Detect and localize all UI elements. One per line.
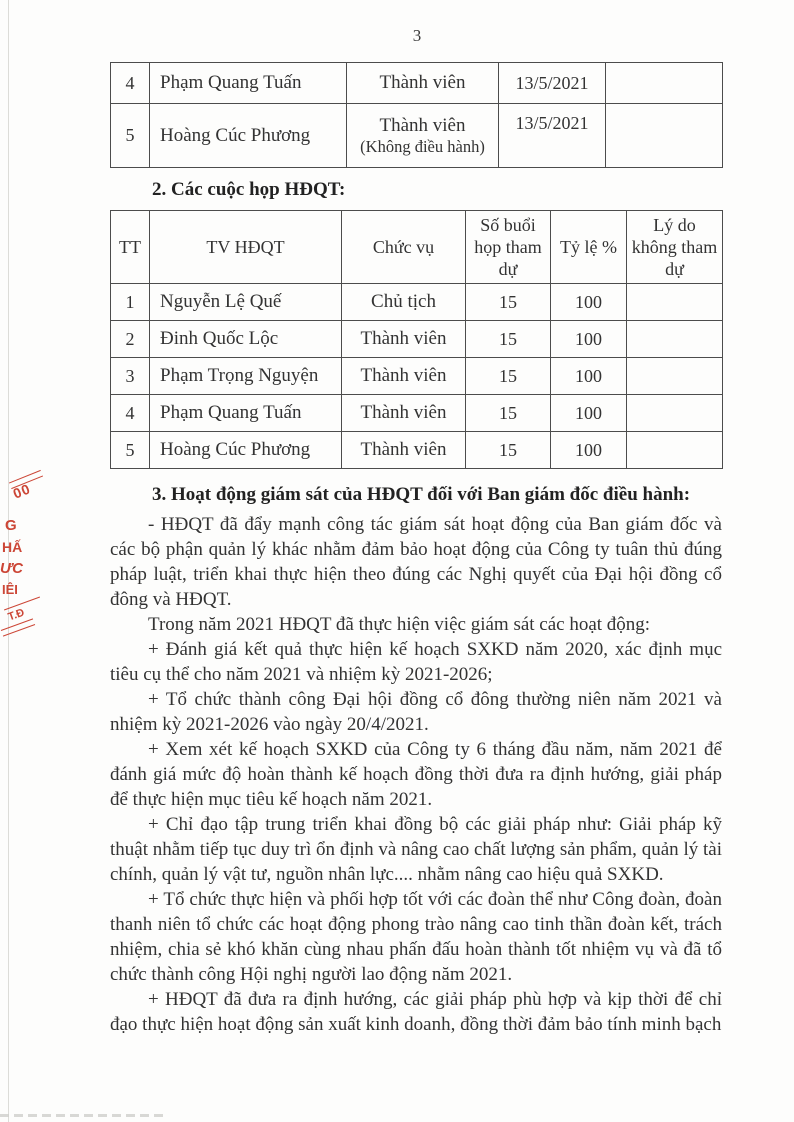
cell-rate: 100	[551, 432, 627, 469]
cell-sessions: 15	[466, 284, 551, 321]
paragraph: + Đánh giá kết quả thực hiện kế hoạch SXKD năm 2020, xác định mục tiêu cụ thể cho năm 2021 và nhiệm kỳ 2021-2026;	[110, 639, 722, 685]
table-row	[111, 395, 723, 432]
table-row	[111, 321, 723, 358]
table-row	[111, 63, 723, 104]
cell-reason	[627, 432, 723, 469]
stamp-text-fragment: HẤ	[2, 539, 23, 555]
cell-index: 2	[111, 321, 150, 358]
cell-member-name: Đinh Quốc Lộc	[150, 321, 342, 358]
cell-member-name: Hoàng Cúc Phương	[150, 432, 342, 469]
cell-member-name: Nguyễn Lệ Quế	[150, 284, 342, 321]
cell-reason	[627, 358, 723, 395]
cell-member-name: Phạm Trọng Nguyện	[150, 358, 342, 395]
red-stamp-edge	[0, 470, 52, 650]
cell-member-name: Phạm Quang Tuấn	[150, 395, 342, 432]
board-members-table	[110, 62, 723, 168]
cell-position: Thành viên	[342, 395, 466, 432]
table-header-row	[111, 211, 723, 284]
scan-artifact-smudge	[0, 1114, 168, 1117]
table-row	[111, 432, 723, 469]
table-row	[111, 358, 723, 395]
cell-date: 13/5/2021	[499, 104, 606, 168]
cell-index: 4	[111, 63, 150, 104]
paragraph: + Tổ chức thành công Đại hội đồng cổ đông thường niên năm 2021 và nhiệm kỳ 2021-2026 vào ngày 20/4/2021.	[110, 689, 722, 735]
cell-note	[606, 63, 723, 104]
page-number: 3	[412, 26, 422, 45]
stamp-border-line-icon	[1, 618, 35, 636]
stamp-text-fragment: ƯC	[0, 560, 23, 577]
column-header: TT	[111, 211, 150, 284]
cell-reason	[627, 395, 723, 432]
stamp-text-fragment: G	[5, 517, 17, 534]
column-header: TV HĐQT	[150, 211, 342, 284]
cell-position: Thành viên	[342, 358, 466, 395]
cell-sessions: 15	[466, 321, 551, 358]
cell-sessions: 15	[466, 395, 551, 432]
section-heading-meetings: 2. Các cuộc họp HĐQT:	[152, 179, 346, 200]
paragraph: + Chỉ đạo tập trung triển khai đồng bộ các giải pháp như: Giải pháp kỹ thuật nhằm tiếp tục duy trì ổn định và nâng cao chất lượng sản phẩm, quản lý tài chính, quản lý vật tư, nguồn nhân lực.... nhằm nâng cao hiệu quả SXKD.	[110, 814, 722, 885]
cell-position: Thành viên	[342, 321, 466, 358]
cell-index: 3	[111, 358, 150, 395]
page-content	[110, 62, 722, 1037]
column-header: Tỷ lệ %	[551, 211, 627, 284]
cell-rate: 100	[551, 284, 627, 321]
table-row	[111, 104, 723, 168]
stamp-text-fragment: T.Đ	[6, 606, 27, 624]
column-header: Số buổi họp tham dự	[466, 211, 551, 284]
cell-sessions: 15	[466, 358, 551, 395]
cell-date: 13/5/2021	[499, 63, 606, 104]
position-note: (Không điều hành)	[360, 136, 485, 156]
cell-member-name: Hoàng Cúc Phương	[150, 104, 347, 168]
cell-position: Chủ tịch	[342, 284, 466, 321]
cell-position: Thành viên	[342, 432, 466, 469]
cell-index: 4	[111, 395, 150, 432]
cell-rate: 100	[551, 358, 627, 395]
cell-index: 5	[111, 432, 150, 469]
paragraph: + Xem xét kế hoạch SXKD của Công ty 6 tháng đầu năm, năm 2021 để đánh giá mức độ hoàn thành kế hoạch đồng thời đưa ra định hướng, giải pháp để thực hiện mục tiêu kế hoạch năm 2021.	[110, 739, 722, 810]
column-header: Chức vụ	[342, 211, 466, 284]
board-meetings-table	[110, 210, 723, 469]
cell-member-name: Phạm Quang Tuấn	[150, 63, 347, 104]
cell-note	[606, 104, 723, 168]
paragraph: + HĐQT đã đưa ra định hướng, các giải pháp phù hợp và kịp thời để chỉ đạo thực hiện hoạt động sản xuất kinh doanh, đồng thời đảm bảo tính minh bạch	[110, 989, 722, 1035]
section-heading-supervision: 3. Hoạt động giám sát của HĐQT đối với Ban giám đốc điều hành:	[152, 484, 691, 505]
position-label: Thành viên	[379, 114, 466, 136]
cell-rate: 100	[551, 395, 627, 432]
cell-position	[347, 104, 499, 168]
column-header: Lý do không tham dự	[627, 211, 723, 284]
paragraph: Trong năm 2021 HĐQT đã thực hiện việc giám sát các hoạt động:	[148, 614, 651, 635]
stamp-text-fragment: 00	[10, 480, 33, 502]
cell-index: 5	[111, 104, 150, 168]
paragraph: + Tổ chức thực hiện và phối hợp tốt với các đoàn thể như Công đoàn, đoàn thanh niên tổ chức các hoạt động phong trào nâng cao tinh thần đoàn kết, trách nhiệm, chia sẻ khó khăn cùng nhau phấn đấu hoàn thành tốt nhiệm vụ và đã tổ chức thành công Hội nghị người lao động năm 2021.	[110, 889, 722, 985]
cell-rate: 100	[551, 321, 627, 358]
table-row	[111, 284, 723, 321]
cell-position: Thành viên	[347, 63, 499, 104]
cell-reason	[627, 284, 723, 321]
paragraph: - HĐQT đã đẩy mạnh công tác giám sát hoạt động của Ban giám đốc và các bộ phận quản lý khác nhằm đảm bảo hoạt động của Công ty tuân thủ đúng pháp luật, triển khai thực hiện theo đúng các Nghị quyết của Đại hội đồng cổ đông và HĐQT.	[110, 514, 722, 610]
cell-reason	[627, 321, 723, 358]
stamp-text-fragment: IÊI	[2, 582, 18, 597]
cell-sessions: 15	[466, 432, 551, 469]
cell-index: 1	[111, 284, 150, 321]
